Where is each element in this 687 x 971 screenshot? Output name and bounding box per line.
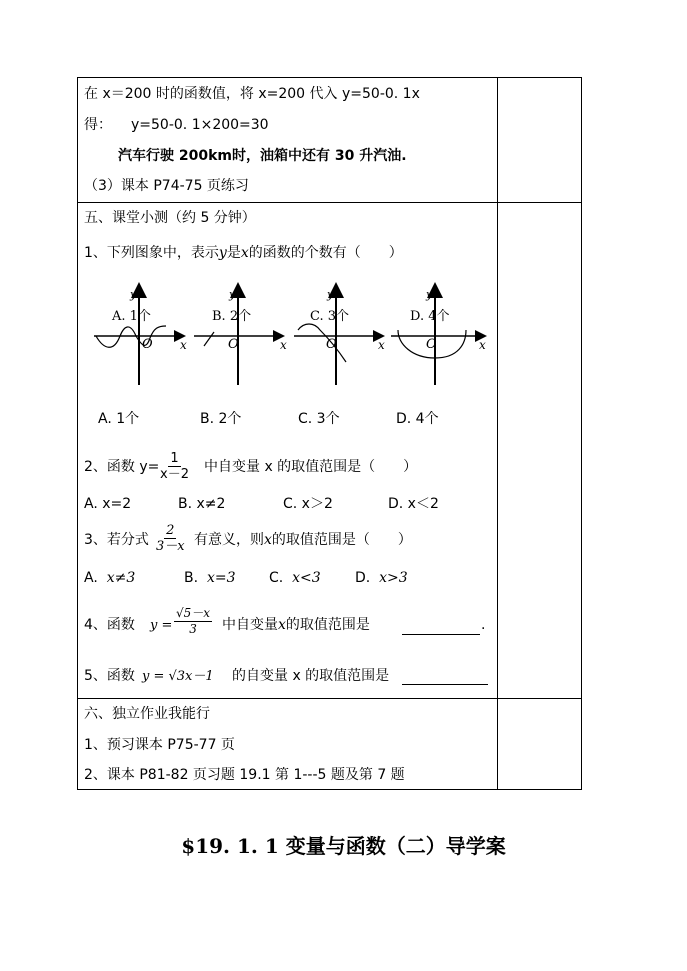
q3-var-x: x (264, 532, 272, 548)
q1-suffix: 的函数的个数有（ ） (248, 245, 403, 261)
calc-conclusion: 汽车行驶 200km时，油箱中还有 30 升汽油. (118, 148, 407, 164)
q1-option-b: B. 2个 (200, 411, 242, 427)
graph-d-label: D. 4个 (410, 309, 450, 324)
graph-c-curve (298, 324, 346, 362)
q3-suffix-b: 的取值范围是（ ） (271, 532, 412, 548)
graph-a-y-label: y (130, 288, 137, 301)
q4-prefix: 4、函数 (84, 617, 135, 633)
calc-line-2-expr: y=50-0. 1×200=30 (131, 117, 269, 133)
q3-option-c (269, 569, 321, 587)
q1-var-x: x (240, 245, 249, 261)
q4-suffix (222, 616, 370, 634)
graph-c-origin: O (326, 337, 337, 352)
graph-d-x-label: x (479, 338, 486, 352)
graph-b-origin: O (228, 337, 239, 352)
q2-option-a: A. x=2 (84, 496, 132, 512)
exercise-ref: （3）课本 P74-75 页练习 (84, 178, 249, 194)
worksheet-table (77, 77, 582, 790)
row-divider (78, 202, 581, 203)
q3-option-b-letter: B. (184, 570, 199, 586)
graph-c-x-label: x (378, 338, 385, 352)
row-divider (78, 698, 581, 699)
graph-d-y-label: y (426, 288, 433, 301)
q1-prefix: 1、下列图象中，表示 (84, 245, 219, 261)
q2-frac-num: 1 (170, 451, 179, 466)
q3-option-d-letter: D. (355, 570, 371, 586)
graph-b-x-label: x (280, 338, 287, 352)
graph-d-origin: O (426, 337, 437, 352)
q4-fraction (174, 606, 212, 637)
graph-a-label: A. 1个 (112, 309, 151, 324)
q3-option-b-expr: x=3 (206, 570, 236, 586)
q4-frac-den: 3 (189, 622, 197, 636)
q3-option-b (184, 569, 236, 587)
q2-option-c: C. x＞2 (283, 496, 333, 512)
graph-b-y-label: y (229, 288, 236, 301)
q3-option-a-expr: x≠3 (106, 570, 136, 586)
q3-frac-num: 2 (166, 523, 175, 538)
calc-line-2-label: 得： (84, 117, 112, 133)
q3-suffix (194, 531, 412, 549)
q3-option-d-expr: x>3 (379, 570, 408, 586)
question-1 (84, 244, 403, 262)
q1-var-y: y (218, 245, 227, 261)
q2-option-d: D. x＜2 (388, 496, 439, 512)
graph-a-x-label: x (180, 338, 187, 352)
calc-line-1: 在 x＝200 时的函数值，将 x=200 代入 y=50-0. 1x (84, 86, 420, 102)
q4-var-x: x (278, 617, 286, 633)
q4-answer-blank[interactable] (402, 618, 480, 635)
q3-suffix-a: 有意义，则 (194, 532, 264, 548)
graph-c-y-label: y (327, 288, 334, 301)
homework-item-1: 1、预习课本 P75-77 页 (84, 737, 235, 753)
q3-option-c-letter: C. (269, 570, 284, 586)
graph-a-origin: O (142, 337, 153, 352)
q5-suffix: 的自变量 x 的取值范围是 (232, 668, 390, 684)
q4-suffix-b: 的取值范围是 (285, 617, 370, 633)
q3-prefix: 3、若分式 (84, 532, 149, 548)
graph-c (294, 286, 385, 385)
q4-suffix-a: 中自变量 (222, 617, 278, 633)
q1-option-d: D. 4个 (396, 411, 439, 427)
q2-fraction (160, 451, 189, 482)
q3-fraction (156, 523, 185, 554)
q4-frac-num: √5－x (176, 606, 211, 620)
q3-option-a (84, 569, 135, 587)
graph-c-label: C. 3个 (310, 309, 350, 324)
q2-prefix: 2、函数 y= (84, 459, 160, 475)
q3-option-a-letter: A. (84, 570, 98, 586)
q5-prefix: 5、函数 (84, 668, 135, 684)
column-divider (497, 78, 498, 789)
q3-option-d (355, 569, 408, 587)
graph-b-line (204, 332, 214, 346)
q2-frac-den: x－2 (160, 467, 189, 482)
q4-lhs: y = (150, 618, 173, 633)
q1-graphs (86, 278, 496, 388)
section-6-heading: 六、独立作业我能行 (84, 706, 210, 722)
q1-mid: 是 (226, 245, 241, 261)
graph-a (94, 286, 187, 385)
q4-end: . (481, 617, 486, 633)
q5-answer-blank[interactable] (402, 668, 488, 685)
q1-option-c: C. 3个 (298, 411, 340, 427)
q3-option-c-expr: x<3 (292, 570, 321, 586)
graph-b (194, 286, 287, 385)
q2-suffix: 中自变量 x 的取值范围是（ ） (204, 459, 418, 475)
q1-option-a: A. 1个 (98, 411, 140, 427)
q3-frac-den: 3－x (156, 539, 185, 554)
homework-item-2: 2、课本 P81-82 页习题 19.1 第 1---5 题及第 7 题 (84, 767, 405, 783)
q5-expr: y = √3x－1 (142, 669, 214, 684)
graph-b-label: B. 2个 (212, 309, 252, 324)
graph-d (391, 286, 486, 385)
q2-option-b: B. x≠2 (178, 496, 226, 512)
page-title: $19. 1. 1 变量与函数（二）导学案 (181, 834, 506, 858)
section-5-heading: 五、课堂小测（约 5 分钟） (84, 210, 256, 226)
